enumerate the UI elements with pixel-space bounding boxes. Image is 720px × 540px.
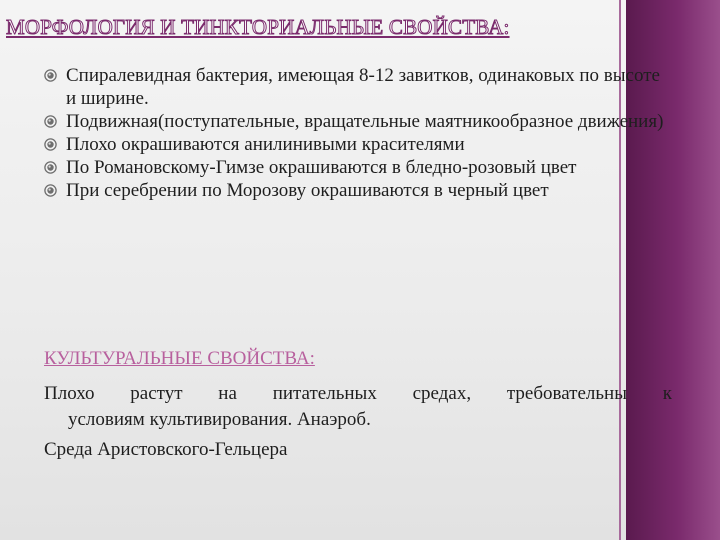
culture-paragraph bbox=[44, 381, 672, 433]
bullet-list bbox=[44, 64, 664, 202]
bullet-text: Спиралевидная бактерия, имеющая 8-12 завитков, одинаковых по высоте и ширине. bbox=[66, 65, 660, 109]
medium-paragraph: Среда Аристовского-Гельцера bbox=[44, 439, 288, 460]
bullet-text: По Романовскому-Гимзе окрашиваются в бледно-розовый цвет bbox=[66, 157, 577, 178]
target-bullet-icon bbox=[44, 69, 57, 82]
bullet-item bbox=[44, 110, 664, 133]
bullet-text: Подвижная(поступательные, вращательные маятникообразное движения) bbox=[66, 111, 664, 132]
culture-paragraph-line1: Плохо растут на питательных средах, требовательны к bbox=[44, 383, 672, 404]
target-bullet-icon bbox=[44, 138, 57, 151]
bullet-item bbox=[44, 179, 664, 202]
target-bullet-icon bbox=[44, 184, 57, 197]
section-subtitle: КУЛЬТУРАЛЬНЫЕ СВОЙСТВА: bbox=[44, 348, 315, 369]
bullet-item bbox=[44, 64, 664, 110]
bullet-item bbox=[44, 156, 664, 179]
target-bullet-icon bbox=[44, 115, 57, 128]
bullet-item bbox=[44, 133, 664, 156]
bullet-text: При серебрении по Морозову окрашиваются в черный цвет bbox=[66, 180, 549, 201]
slide-title: МОРФОЛОГИЯ И ТИНКТОРИАЛЬНЫЕ СВОЙСТВА: bbox=[6, 15, 510, 39]
culture-paragraph-line2: условиям культивирования. Анаэроб. bbox=[68, 409, 371, 430]
bullet-text: Плохо окрашиваются анилинивыми красителями bbox=[66, 134, 465, 155]
target-bullet-icon bbox=[44, 161, 57, 174]
